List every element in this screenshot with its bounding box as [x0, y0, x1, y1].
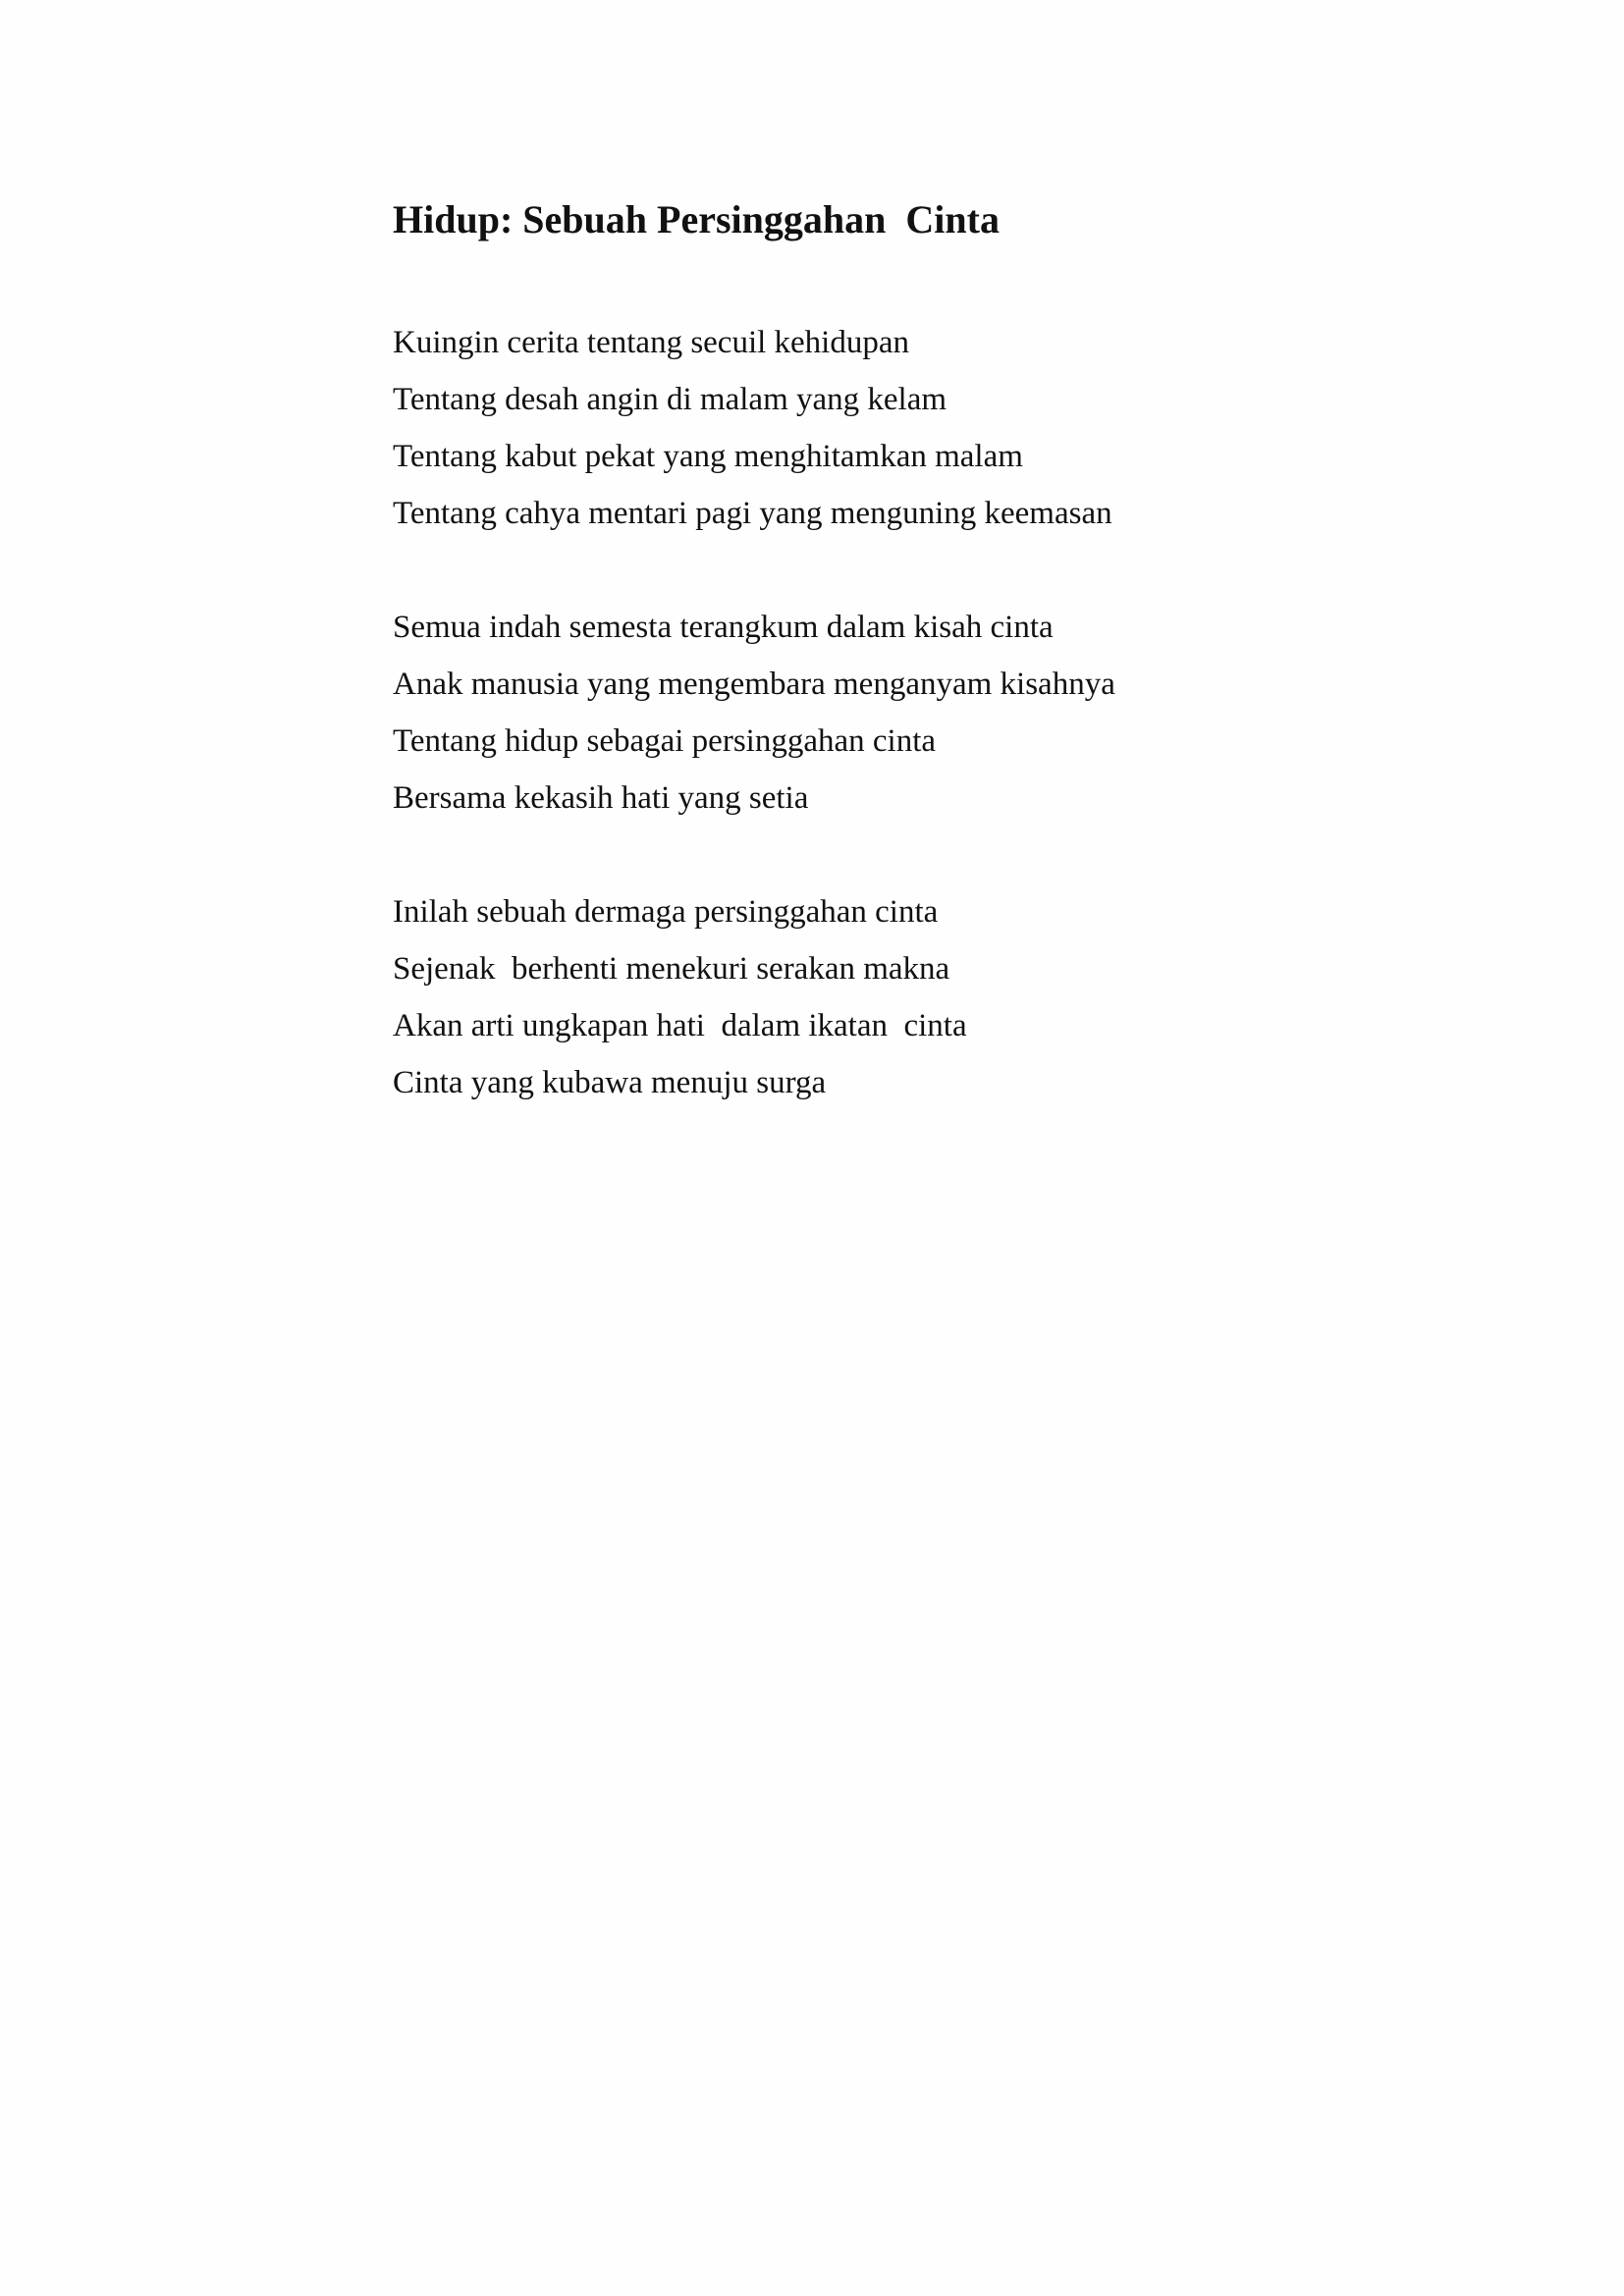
stanza-3: [393, 883, 1473, 1111]
poem-line: Tentang kabut pekat yang menghitamkan malam: [393, 439, 1023, 474]
poem-line: Sejenak berhenti menekuri serakan makna: [393, 951, 950, 987]
poem-line: Inilah sebuah dermaga persinggahan cinta: [393, 894, 939, 930]
poem-line: Anak manusia yang mengembara menganyam kisahnya: [393, 667, 1115, 702]
poem-line: Cinta yang kubawa menuju surga: [393, 1065, 827, 1100]
stanza-1: [393, 314, 1473, 542]
poem-title: Hidup: Sebuah Persinggahan Cinta: [393, 197, 1000, 241]
poem: [393, 192, 1473, 1111]
poem-line: Bersama kekasih hati yang setia: [393, 780, 809, 816]
poem-line: Tentang cahya mentari pagi yang menguning keemasan: [393, 496, 1112, 531]
poem-line: Akan arti ungkapan hati dalam ikatan cinta: [393, 1008, 967, 1043]
stanza-2: [393, 599, 1473, 827]
poem-line: Semua indah semesta terangkum dalam kisah cinta: [393, 610, 1054, 645]
poem-line: Tentang hidup sebagai persinggahan cinta: [393, 723, 937, 759]
poem-line: Tentang desah angin di malam yang kelam: [393, 382, 947, 417]
poem-line: Kuingin cerita tentang secuil kehidupan: [393, 325, 910, 360]
